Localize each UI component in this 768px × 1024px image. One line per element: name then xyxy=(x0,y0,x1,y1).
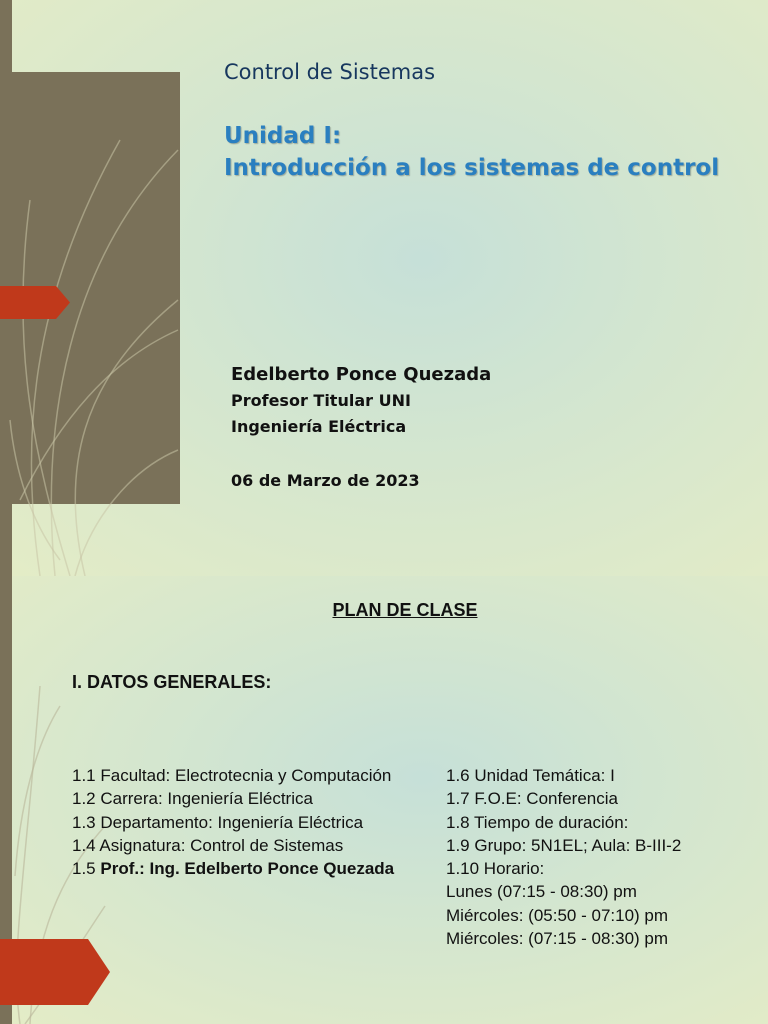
author-block xyxy=(231,362,491,494)
presentation-date: 06 de Marzo de 2023 xyxy=(231,471,420,490)
schedule-item: Miércoles: (07:15 - 08:30) pm xyxy=(446,929,669,949)
unit-title xyxy=(224,120,719,184)
list-item: 1.2 Carrera: Ingeniería Eléctrica xyxy=(72,789,313,809)
professor-name: Prof.: Ing. Edelberto Ponce Quezada xyxy=(100,859,395,879)
schedule-item: Miércoles: (05:50 - 07:10) pm xyxy=(446,905,669,925)
list-item: 1.10 Horario: xyxy=(446,859,545,879)
list-item: 1.4 Asignatura: Control de Sistemas xyxy=(72,835,344,855)
list-item: 1.9 Grupo: 5N1EL; Aula: B-III-2 xyxy=(446,835,682,855)
list-item: 1.6 Unidad Temática: I xyxy=(446,766,615,785)
author-department: Ingeniería Eléctrica xyxy=(231,417,407,436)
list-item: 1.8 Tiempo de duración: xyxy=(446,812,629,832)
unit-title-line1: Unidad I: xyxy=(224,123,342,149)
general-data-left-column xyxy=(72,764,394,880)
slide-title: Control de Sistemas xyxy=(224,60,436,84)
plan-title: PLAN DE CLASE xyxy=(332,600,478,620)
list-item: 1.7 F.O.E: Conferencia xyxy=(446,789,618,809)
author-name: Edelberto Ponce Quezada xyxy=(231,364,492,385)
list-item: 1.1 Facultad: Electrotecnia y Computación xyxy=(72,766,392,785)
item-number: 1.5 xyxy=(72,859,101,879)
red-arrow-marker xyxy=(0,286,70,319)
red-arrow-marker xyxy=(0,939,110,1005)
schedule-item: Lunes (07:15 - 08:30) pm xyxy=(446,882,637,902)
general-data-right-column xyxy=(446,764,681,950)
list-item: 1.3 Departamento: Ingeniería Eléctrica xyxy=(72,812,364,832)
author-role: Profesor Titular UNI xyxy=(231,391,411,410)
unit-title-line2: Introducción a los sistemas de control xyxy=(224,155,720,181)
plan-slide xyxy=(0,576,768,1024)
section-title: I. DATOS GENERALES: xyxy=(72,672,272,692)
list-item-professor xyxy=(72,857,394,880)
